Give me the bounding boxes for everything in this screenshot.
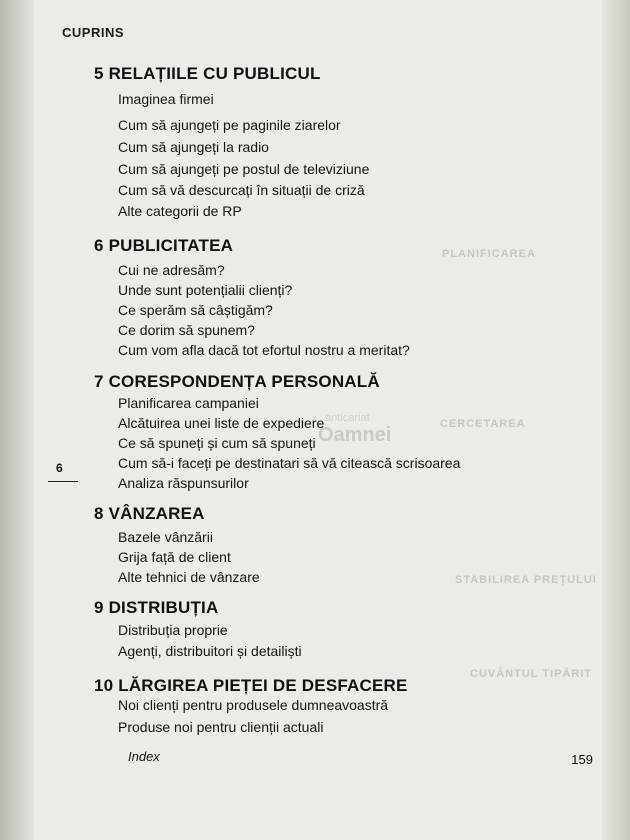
toc-entry-label: Cum să ajungeți pe paginile ziarelor	[118, 117, 341, 133]
chapter-title: 6 PUBLICITATEA	[94, 236, 234, 255]
toc-entry-label: Analiza răspunsurilor	[118, 475, 249, 491]
toc-entry-label: Cum să vă descurcați în situații de criză	[118, 182, 365, 198]
index-label: Index	[128, 749, 160, 764]
chapter-title: 9 DISTRIBUȚIA	[94, 598, 219, 617]
toc-entry-label: Ce să spuneți și cum să spuneți	[118, 435, 316, 451]
toc-entry-label: Produse noi pentru clienții actuali	[118, 719, 324, 735]
chapter-title: 10 LĂRGIREA PIEȚEI DE DESFACERE	[94, 676, 408, 695]
chapter-title: 8 VÂNZAREA	[94, 504, 205, 523]
toc-entry-label: Cum să-i faceți pe destinatari să vă citească scrisoarea	[118, 455, 461, 471]
toc-entry-label: Noi clienți pentru produsele dumneavoastră	[118, 697, 389, 713]
bleed-through-text: STABILIREA PREȚULUI	[455, 574, 597, 586]
toc-entry-label: Planificarea campaniei	[118, 395, 259, 411]
page-number: 6	[56, 461, 63, 475]
toc-entry-label: Grija față de client	[118, 549, 231, 565]
toc-entry-label: Alte tehnici de vânzare	[118, 569, 260, 585]
toc-entry-label: Imaginea firmei	[118, 91, 214, 107]
toc-entry-label: Unde sunt potențialii clienți?	[118, 282, 293, 298]
bleed-through-text: CUVÂNTUL TIPĂRIT	[470, 668, 593, 680]
toc-entry-label: Ce dorim să spunem?	[118, 322, 255, 338]
toc-entry-label: Cum să ajungeți pe postul de televiziune	[118, 161, 370, 177]
toc-entry-label: Alte categorii de RP	[118, 203, 242, 219]
toc-entry-label: Bazele vânzării	[118, 529, 213, 545]
section-header: CUPRINS	[62, 25, 125, 40]
toc-entry-label: Cum să ajungeți la radio	[118, 139, 269, 155]
chapter-title: 5 RELAȚIILE CU PUBLICUL	[94, 64, 321, 83]
toc-entry-label: Cum vom afla dacă tot efortul nostru a meritat?	[118, 342, 410, 358]
watermark-caption: anticariat	[325, 412, 370, 424]
bleed-through-text: PLANIFICAREA	[442, 248, 536, 260]
toc-entry-label: Ce sperăm să câștigăm?	[118, 302, 273, 318]
toc-entry-label: Agenți, distribuitori și detailiști	[118, 643, 302, 659]
page-number-rule	[48, 481, 78, 482]
index-page: 159	[571, 752, 593, 767]
bleed-through-text: CERCETAREA	[440, 418, 526, 430]
watermark-logo: Oamnei	[318, 424, 392, 446]
toc-entry-label: Cui ne adresăm?	[118, 262, 225, 278]
toc-entry-label: Distribuția proprie	[118, 622, 228, 638]
chapter-title: 7 CORESPONDENȚA PERSONALĂ	[94, 372, 380, 391]
toc-entry-label: Alcătuirea unei liste de expediere	[118, 415, 325, 431]
